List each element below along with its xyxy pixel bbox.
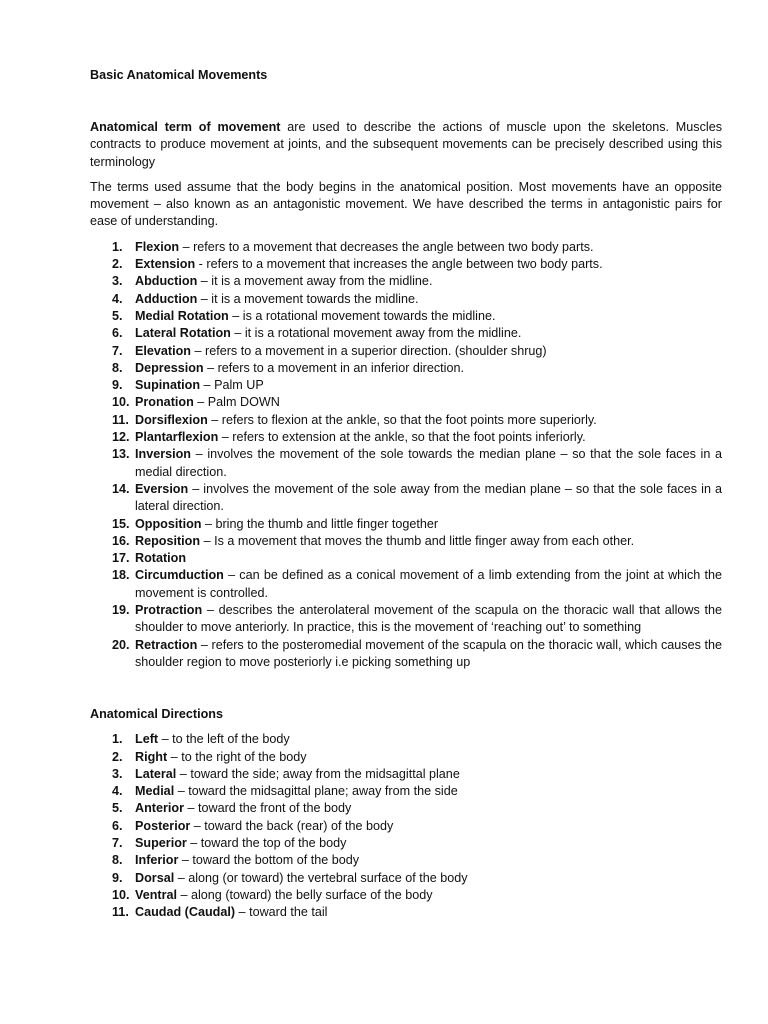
list-number: 20.: [112, 637, 130, 652]
list-term: Lateral: [135, 766, 177, 781]
direction-item: [90, 783, 722, 800]
list-number: 3.: [112, 766, 123, 781]
list-term: Opposition: [135, 516, 202, 531]
list-number: 1.: [112, 732, 123, 747]
list-number: 14.: [112, 481, 130, 496]
intro-paragraph-2: The terms used assume that the body begins in the anatomical position. Most movements have an opposite movement – also known as an antagonistic movement. We have described the terms in antagonistic pairs for ease of understanding.: [90, 179, 722, 229]
intro-paragraph: [90, 119, 722, 171]
list-description: – refers to the posteromedial movement of the scapula on the thoracic wall, which causes the shoulder region to move posteriorly i.e picking something up: [135, 637, 722, 669]
list-number: 6.: [112, 818, 123, 833]
movement-item: [90, 412, 722, 429]
list-term: Adduction: [135, 291, 198, 306]
directions-heading: Anatomical Directions: [90, 707, 223, 722]
list-number: 10.: [112, 887, 130, 902]
direction-item: [90, 852, 722, 869]
list-term: Dorsal: [135, 870, 175, 885]
list-term: Rotation: [135, 551, 187, 566]
list-number: 5.: [112, 308, 123, 323]
movement-item: [90, 481, 722, 516]
list-number: 4.: [112, 784, 123, 799]
movement-item: [90, 567, 722, 602]
list-description: – toward the side; away from the midsagittal plane: [176, 766, 460, 781]
direction-item: [90, 870, 722, 887]
list-number: 18.: [112, 568, 130, 583]
movement-item: [90, 325, 722, 342]
list-number: 8.: [112, 360, 123, 375]
list-term: Plantarflexion: [135, 430, 219, 445]
list-number: 2.: [112, 257, 123, 272]
list-description: – toward the midsagittal plane; away from the side: [174, 784, 458, 799]
list-description: – refers to extension at the ankle, so that the foot points inferiorly.: [218, 430, 586, 445]
list-number: 16.: [112, 533, 130, 548]
list-term: Elevation: [135, 343, 191, 358]
direction-item: [90, 887, 722, 904]
list-description: – along (or toward) the vertebral surface of the body: [174, 870, 468, 885]
list-term: Depression: [135, 360, 204, 375]
list-term: Abduction: [135, 274, 198, 289]
list-description: – it is a movement towards the midline.: [197, 291, 419, 306]
list-description: – toward the top of the body: [186, 835, 347, 850]
movement-item: [90, 550, 722, 567]
list-term: Superior: [135, 835, 187, 850]
list-term: Flexion: [135, 239, 180, 254]
list-description: – involves the movement of the sole towards the median plane – so that the sole faces in a medial direction.: [135, 447, 722, 479]
list-number: 7.: [112, 343, 123, 358]
list-description: – bring the thumb and little finger together: [201, 516, 439, 531]
list-term: Anterior: [135, 801, 184, 816]
list-term: Ventral: [135, 887, 177, 902]
list-term: Caudad (Caudal): [135, 905, 236, 920]
movement-item: [90, 308, 722, 325]
list-number: 9.: [112, 870, 123, 885]
list-term: Lateral Rotation: [135, 326, 231, 341]
direction-item: [90, 904, 722, 921]
list-description: – is a rotational movement towards the midline.: [228, 308, 496, 323]
list-term: Posterior: [135, 818, 191, 833]
movement-item: [90, 429, 722, 446]
list-number: 12.: [112, 430, 130, 445]
list-number: 5.: [112, 801, 123, 816]
direction-item: [90, 835, 722, 852]
intro-bold-term: Anatomical term of movement: [90, 120, 281, 134]
movements-list: [90, 239, 722, 671]
list-description: – can be defined as a conical movement of a limb extending from the joint at which the movement is controlled.: [135, 568, 722, 600]
movement-item: [90, 343, 722, 360]
list-term: Inversion: [135, 447, 191, 462]
movement-item: [90, 533, 722, 550]
movement-item: [90, 239, 722, 256]
list-term: Reposition: [135, 533, 201, 548]
list-description: – it is a movement away from the midline.: [197, 274, 433, 289]
list-number: 3.: [112, 274, 123, 289]
list-description: – to the left of the body: [158, 732, 290, 747]
list-description: – involves the movement of the sole away from the median plane – so that the sole faces in a lateral direction.: [135, 481, 722, 514]
list-number: 2.: [112, 749, 123, 764]
list-number: 15.: [112, 516, 130, 531]
list-number: 9.: [112, 378, 123, 393]
list-description: – refers to flexion at the ankle, so that the foot points more superiorly.: [207, 412, 597, 427]
list-description: – toward the front of the body: [183, 801, 352, 816]
list-number: 4.: [112, 291, 123, 306]
list-term: Extension: [135, 257, 196, 272]
list-term: Medial Rotation: [135, 308, 229, 323]
list-description: – Is a movement that moves the thumb and little finger away from each other.: [200, 533, 635, 548]
list-description: - refers to a movement that increases the angle between two body parts.: [195, 257, 603, 272]
list-number: 10.: [112, 395, 130, 410]
list-number: 1.: [112, 239, 123, 254]
direction-item: [90, 731, 722, 748]
list-term: Protraction: [135, 603, 203, 618]
movement-item: [90, 602, 722, 637]
page-title: Basic Anatomical Movements: [90, 68, 268, 82]
direction-item: [90, 818, 722, 835]
list-term: Circumduction: [135, 568, 224, 583]
list-term: Right: [135, 749, 168, 764]
list-description: – describes the anterolateral movement of the scapula on the thoracic wall that allows the shoulder to move anteriorly. In practice, this is the movement of ‘reaching out’ to something: [135, 603, 722, 635]
list-term: Pronation: [135, 395, 194, 410]
list-description: – it is a rotational movement away from the midline.: [230, 326, 522, 341]
intro-text: are used to describe the actions of muscle upon the skeletons. Muscles contracts to produce movement at joints, and the subsequent movements can be precisely described using this terminology: [90, 120, 722, 169]
list-number: 7.: [112, 835, 123, 850]
movement-item: [90, 256, 722, 273]
list-number: 6.: [112, 326, 123, 341]
document-body: [90, 67, 722, 921]
list-description: – refers to a movement in a superior direction. (shoulder shrug): [191, 343, 547, 358]
direction-item: [90, 749, 722, 766]
list-number: 11.: [112, 905, 129, 920]
list-description: – refers to a movement in an inferior direction.: [203, 360, 464, 375]
list-description: – to the right of the body: [167, 749, 307, 764]
list-term: Inferior: [135, 853, 179, 868]
movement-item: [90, 377, 722, 394]
list-term: Left: [135, 732, 159, 747]
list-description: – toward the tail: [235, 905, 328, 920]
list-description: – toward the bottom of the body: [178, 853, 360, 868]
list-description: – toward the back (rear) of the body: [190, 818, 394, 833]
list-description: – Palm UP: [200, 378, 264, 393]
list-description: – along (toward) the belly surface of the body: [177, 887, 433, 902]
movement-item: [90, 394, 722, 411]
list-term: Eversion: [135, 481, 189, 496]
movement-item: [90, 291, 722, 308]
movement-item: [90, 637, 722, 672]
list-number: 17.: [112, 551, 130, 566]
movement-item: [90, 446, 722, 481]
movement-item: [90, 273, 722, 290]
list-term: Supination: [135, 378, 201, 393]
movement-item: [90, 516, 722, 533]
list-term: Retraction: [135, 637, 198, 652]
list-number: 19.: [112, 603, 130, 618]
list-description: – Palm DOWN: [193, 395, 280, 410]
direction-item: [90, 766, 722, 783]
movement-item: [90, 360, 722, 377]
directions-list: [90, 731, 722, 921]
direction-item: [90, 800, 722, 817]
list-number: 11.: [112, 412, 129, 427]
list-description: – refers to a movement that decreases the angle between two body parts.: [179, 239, 594, 254]
list-number: 13.: [112, 447, 130, 462]
list-term: Dorsiflexion: [135, 412, 208, 427]
list-number: 8.: [112, 853, 123, 868]
list-term: Medial: [135, 784, 175, 799]
